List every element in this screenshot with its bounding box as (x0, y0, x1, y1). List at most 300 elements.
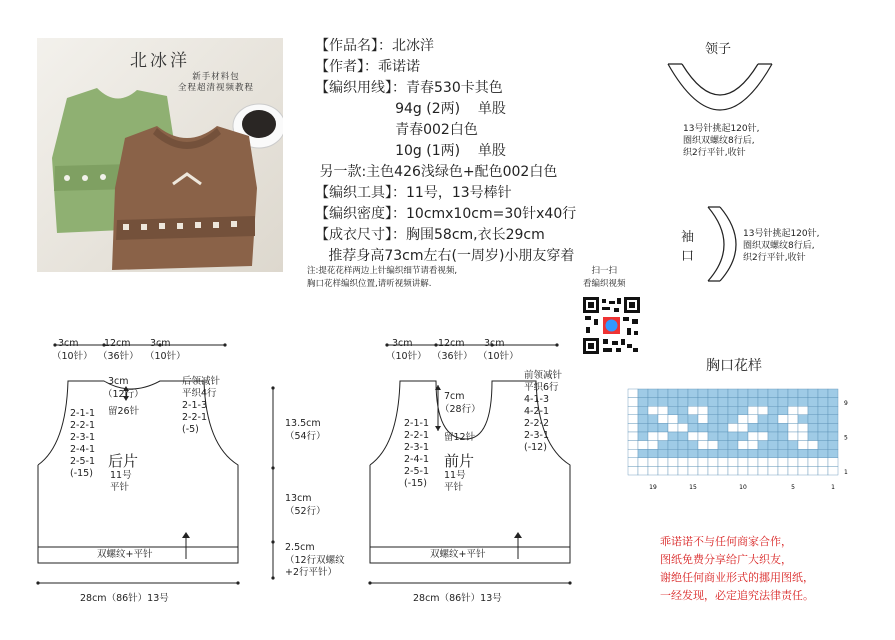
pattern-cell (728, 398, 738, 407)
photo-subtitle: 新手材料包 全程超清视频教程 (177, 72, 254, 93)
pattern-cell (768, 398, 778, 407)
pattern-cell (678, 398, 688, 407)
pattern-cell (688, 423, 698, 432)
sleeve-note-line: 织2行平针,收针 (743, 253, 806, 263)
pattern-cell (788, 466, 798, 475)
pattern-cell (768, 406, 778, 415)
pattern-cell (648, 458, 658, 467)
back-top-left-st: （10针） (52, 351, 93, 362)
back-arm-step: (-15) (70, 468, 93, 479)
back-piece-diagram (30, 335, 260, 610)
pattern-cell (718, 466, 728, 475)
back-dec-step: 2-2-1 (182, 412, 207, 423)
front-dec-step: (-12) (524, 442, 547, 453)
front-top-right: 3cm (484, 338, 505, 349)
collar-note-line: 织2行平针,收针 (683, 148, 746, 158)
pattern-cell (748, 449, 758, 458)
pattern-cell (658, 441, 668, 450)
pattern-cell (658, 423, 668, 432)
pattern-cell (648, 389, 658, 398)
pattern-cell (628, 449, 638, 458)
pattern-cell (748, 423, 758, 432)
pattern-cell (728, 389, 738, 398)
pattern-cell (758, 389, 768, 398)
pattern-cell (768, 423, 778, 432)
back-dec-title: 后领减针 (182, 376, 221, 387)
sleeve-notes (743, 228, 820, 264)
pattern-cell (658, 432, 668, 441)
pattern-cell (718, 449, 728, 458)
pattern-cell (708, 449, 718, 458)
pattern-cell (638, 466, 648, 475)
pattern-cell (698, 389, 708, 398)
pattern-x-tick: 19 (649, 484, 657, 491)
pattern-cell (708, 423, 718, 432)
pattern-cell (728, 441, 738, 450)
pattern-cell (718, 458, 728, 467)
pattern-cell (748, 458, 758, 467)
pattern-cell (708, 458, 718, 467)
info-line: 推荐身高73cm左右(一周岁)小朋友穿着 (315, 248, 575, 264)
pattern-cell (778, 432, 788, 441)
pattern-cell (798, 423, 808, 432)
pattern-cell (668, 466, 678, 475)
pattern-cell (628, 389, 638, 398)
pattern-cell (818, 466, 828, 475)
pattern-cell (788, 441, 798, 450)
pattern-cell (688, 441, 698, 450)
pattern-cell (688, 466, 698, 475)
pattern-title: 胸口花样 (706, 358, 762, 374)
height-3-rows2: +2行平针） (285, 567, 338, 578)
pattern-cell (788, 449, 798, 458)
pattern-cell (708, 389, 718, 398)
pattern-cell (678, 406, 688, 415)
pattern-cell (808, 406, 818, 415)
front-top-right-st: （10针） (478, 351, 519, 362)
pattern-cell (728, 415, 738, 424)
pattern-cell (698, 423, 708, 432)
pattern-cell (738, 423, 748, 432)
pattern-cell (828, 449, 838, 458)
pattern-cell (798, 432, 808, 441)
pattern-cell (778, 389, 788, 398)
back-arm-step: 2-5-1 (70, 456, 95, 467)
info-line: 【编织工具】：11号，13号棒针 (315, 185, 512, 201)
sleeve-title-char: 口 (681, 249, 695, 264)
pattern-cell (738, 441, 748, 450)
pattern-cell (828, 458, 838, 467)
sleeve-note-line: 圈织双螺纹8行后, (743, 241, 815, 251)
pattern-cell (778, 458, 788, 467)
pattern-cell (748, 466, 758, 475)
front-needle: 11号 (444, 470, 466, 481)
front-arm-step: (-15) (404, 478, 427, 489)
pattern-cell (778, 398, 788, 407)
back-arm-dec (70, 408, 95, 480)
pattern-cell (728, 466, 738, 475)
pattern-cell (648, 415, 658, 424)
front-arm-step: 2-3-1 (404, 442, 429, 453)
pattern-cell (728, 458, 738, 467)
pattern-info (315, 36, 576, 267)
pattern-cell (678, 423, 688, 432)
pattern-cell (738, 458, 748, 467)
info-line: 【作品名】：北冰洋 (315, 38, 434, 54)
pattern-cell (728, 406, 738, 415)
front-keep: 留12针 (444, 432, 476, 443)
back-arm-step: 2-4-1 (70, 444, 95, 455)
pattern-cell (798, 441, 808, 450)
pattern-cell (748, 441, 758, 450)
front-top-left: 3cm (392, 338, 413, 349)
front-bottom: 28cm（86针）13号 (413, 593, 502, 604)
pattern-cell (718, 441, 728, 450)
pattern-cell (728, 432, 738, 441)
pattern-cell (698, 415, 708, 424)
pattern-cell (778, 406, 788, 415)
front-arm-dec (404, 418, 429, 490)
disclaimer-line: 乖诺诺不与任何商家合作， (660, 535, 792, 548)
pattern-cell (658, 449, 668, 458)
pattern-cell (678, 432, 688, 441)
pattern-cell (708, 432, 718, 441)
back-arm-step: 2-2-1 (70, 420, 95, 431)
disclaimer-line: 图纸免费分享给广大织友， (660, 553, 792, 566)
collar-notes (683, 123, 760, 159)
front-name: 前片 (444, 452, 475, 470)
pattern-cell (678, 466, 688, 475)
back-dec-flat: 平织4行 (182, 388, 217, 399)
info-line: 青春002白色 (315, 122, 478, 138)
info-line: 【编织用线】：青春530卡其色 (315, 80, 503, 96)
disclaimer-line: 谢绝任何商业形式的挪用图纸， (660, 571, 814, 584)
back-bottom: 28cm（86针）13号 (80, 593, 169, 604)
pattern-cell (668, 398, 678, 407)
disclaimer-line: 一经发现，必定追究法律责任。 (660, 589, 814, 602)
pattern-cell (798, 458, 808, 467)
collar-title: 领子 (705, 42, 732, 57)
back-dec-step: 2-1-3 (182, 400, 207, 411)
pattern-cell (828, 406, 838, 415)
pattern-cell (638, 458, 648, 467)
pattern-cell (788, 415, 798, 424)
pattern-cell (758, 423, 768, 432)
pattern-cell (718, 406, 728, 415)
back-dec-block (182, 376, 220, 436)
back-top-left: 3cm (58, 338, 79, 349)
pattern-cell (788, 458, 798, 467)
sleeve-title (681, 228, 694, 266)
pattern-cell (738, 406, 748, 415)
pattern-cell (658, 389, 668, 398)
back-stitch: 平针 (110, 482, 130, 493)
pattern-cell (708, 398, 718, 407)
front-top-mid-st: （36针） (432, 351, 473, 362)
collar-note-line: 圈织双螺纹8行后, (683, 136, 755, 146)
pattern-cell (828, 415, 838, 424)
pattern-cell (688, 398, 698, 407)
sleeve-diagram (700, 205, 740, 285)
pattern-cell (808, 458, 818, 467)
pattern-cell (728, 423, 738, 432)
info-line: 【作者】：乖诺诺 (315, 59, 420, 75)
pattern-cell (638, 423, 648, 432)
pattern-cell (808, 415, 818, 424)
pattern-cell (668, 415, 678, 424)
pattern-cell (818, 406, 828, 415)
pattern-cell (698, 441, 708, 450)
pattern-cell (768, 389, 778, 398)
pattern-cell (778, 449, 788, 458)
back-needle: 11号 (110, 470, 132, 481)
pattern-cell (638, 398, 648, 407)
pattern-cell (758, 415, 768, 424)
pattern-cell (708, 415, 718, 424)
disclaimer (660, 533, 814, 605)
pattern-cell (718, 432, 728, 441)
pattern-cell (808, 398, 818, 407)
pattern-cell (738, 449, 748, 458)
info-line: 另一款:主色426浅绿色+配色002白色 (315, 164, 558, 180)
pattern-cell (718, 423, 728, 432)
pattern-cell (758, 449, 768, 458)
pattern-cell (768, 415, 778, 424)
pattern-cell (678, 458, 688, 467)
pattern-cell (738, 398, 748, 407)
pattern-cell (748, 415, 758, 424)
pattern-cell (818, 398, 828, 407)
pattern-cell (808, 449, 818, 458)
pattern-cell (818, 449, 828, 458)
sleeve-note-line: 13号针挑起120针, (743, 229, 820, 239)
back-top-mid-st: （36针） (98, 351, 139, 362)
pattern-cell (678, 449, 688, 458)
pattern-cell (818, 415, 828, 424)
pattern-cell (788, 389, 798, 398)
pattern-cell (648, 432, 658, 441)
back-neck-rows: （12行） (103, 389, 144, 400)
pattern-cell (678, 389, 688, 398)
pattern-cell (758, 398, 768, 407)
photo-brand-title: 北冰洋 (130, 51, 190, 71)
pattern-cell (718, 398, 728, 407)
front-arm-step: 2-1-1 (404, 418, 429, 429)
back-name: 后片 (108, 452, 139, 470)
pattern-cell (638, 406, 648, 415)
front-dec-block (524, 370, 562, 454)
pattern-cell (758, 458, 768, 467)
height-3-rows: （12行双螺纹 (285, 555, 345, 566)
back-top-right: 3cm (150, 338, 171, 349)
front-stitch: 平针 (444, 482, 464, 493)
pattern-cell (698, 449, 708, 458)
pattern-cell (708, 466, 718, 475)
chest-pattern-grid (618, 385, 858, 495)
pattern-cell (658, 406, 668, 415)
front-dec-step: 4-2-1 (524, 406, 549, 417)
collar-diagram (660, 56, 780, 118)
front-dec-title: 前领减针 (524, 370, 563, 381)
pattern-cell (628, 415, 638, 424)
pattern-cell (808, 466, 818, 475)
pattern-cell (648, 466, 658, 475)
pattern-cell (788, 406, 798, 415)
product-photo (37, 38, 283, 272)
pattern-cell (698, 466, 708, 475)
front-arm-step: 2-4-1 (404, 454, 429, 465)
front-dec-step: 2-3-1 (524, 430, 549, 441)
pattern-cell (778, 415, 788, 424)
pattern-cell (668, 458, 678, 467)
front-rib: 双螺纹+平针 (430, 549, 486, 560)
front-dec-step: 2-2-2 (524, 418, 549, 429)
pattern-cell (808, 441, 818, 450)
pattern-cell (748, 389, 758, 398)
front-neck-rows: （28行） (440, 404, 481, 415)
pattern-cell (708, 441, 718, 450)
front-dec-flat: 平织6行 (524, 382, 559, 393)
pattern-cell (628, 398, 638, 407)
collar-note-line: 13号针挑起120针, (683, 124, 760, 134)
pattern-cell (648, 406, 658, 415)
pattern-cell (638, 389, 648, 398)
pattern-cell (698, 432, 708, 441)
back-keep: 留26针 (108, 406, 140, 417)
info-line: 【编织密度】：10cmx10cm=30针x40行 (315, 206, 577, 222)
pattern-cell (678, 441, 688, 450)
pattern-cell (818, 432, 828, 441)
pattern-cell (788, 398, 798, 407)
pattern-x-tick: 10 (739, 484, 747, 491)
pattern-cell (818, 458, 828, 467)
pattern-cell (668, 423, 678, 432)
pattern-cell (668, 406, 678, 415)
pattern-x-tick: 1 (831, 484, 835, 491)
pattern-cell (638, 415, 648, 424)
front-top-left-st: （10针） (386, 351, 427, 362)
pattern-y-tick: 5 (844, 434, 848, 442)
pattern-cell (628, 432, 638, 441)
pattern-cell (648, 398, 658, 407)
front-neck-h: 7cm (444, 391, 465, 402)
pattern-cell (778, 466, 788, 475)
pattern-cell (828, 466, 838, 475)
pattern-cell (668, 449, 678, 458)
back-top-mid: 12cm (104, 338, 131, 349)
pattern-cell (758, 441, 768, 450)
pattern-cell (798, 466, 808, 475)
pattern-cell (818, 389, 828, 398)
pattern-cell (738, 389, 748, 398)
pattern-cell (718, 389, 728, 398)
pattern-cell (648, 423, 658, 432)
note-line: 注:提花花样两边上针编织细节请看视频, (307, 266, 458, 276)
pattern-cell (648, 449, 658, 458)
pattern-cell (688, 389, 698, 398)
pattern-cell (798, 406, 808, 415)
pattern-cell (658, 398, 668, 407)
pattern-cell (698, 406, 708, 415)
pattern-cell (678, 415, 688, 424)
pattern-cell (738, 466, 748, 475)
back-arm-step: 2-1-1 (70, 408, 95, 419)
pattern-x-tick: 5 (791, 484, 795, 491)
pattern-y-tick: 9 (844, 400, 848, 408)
scan-line: 扫一扫 (591, 266, 618, 276)
pattern-cell (728, 449, 738, 458)
pattern-cell (638, 441, 648, 450)
height-dimension (266, 382, 280, 582)
pattern-cell (698, 398, 708, 407)
pattern-cell (828, 389, 838, 398)
pattern-cell (768, 441, 778, 450)
pattern-cell (818, 423, 828, 432)
pattern-cell (738, 432, 748, 441)
sleeve-title-char: 袖 (681, 230, 695, 245)
back-neck-h: 3cm (108, 376, 129, 387)
pattern-cell (778, 441, 788, 450)
pattern-cell (638, 449, 648, 458)
height-1-rows: （54行） (285, 431, 326, 442)
back-rib: 双螺纹+平针 (97, 549, 153, 560)
note-line: 胸口花样编织位置,请听视频讲解. (307, 279, 432, 289)
pattern-cell (798, 449, 808, 458)
pattern-y-tick: 1 (844, 469, 848, 476)
pattern-cell (818, 441, 828, 450)
pattern-cell (628, 466, 638, 475)
pattern-cell (758, 466, 768, 475)
pattern-x-tick: 15 (689, 484, 697, 491)
info-line: 【成衣尺寸】：胸围58cm,衣长29cm (315, 227, 545, 243)
info-line: 10g (1两) 单股 (315, 143, 506, 159)
scan-line: 看编织视频 (583, 279, 626, 289)
pattern-cell (688, 449, 698, 458)
back-dec-step: (-5) (182, 424, 199, 435)
pattern-cell (738, 415, 748, 424)
info-line: 94g (2两) 单股 (315, 101, 506, 117)
pattern-cell (748, 432, 758, 441)
pattern-cell (808, 389, 818, 398)
height-1: 13.5cm (285, 418, 321, 429)
pattern-cell (668, 389, 678, 398)
height-3: 2.5cm (285, 542, 315, 553)
pattern-cell (758, 406, 768, 415)
pattern-cell (688, 415, 698, 424)
pattern-cell (798, 415, 808, 424)
pattern-cell (718, 415, 728, 424)
pattern-cell (628, 441, 638, 450)
pattern-cell (658, 466, 668, 475)
pattern-cell (748, 398, 758, 407)
pattern-cell (668, 441, 678, 450)
back-arm-step: 2-3-1 (70, 432, 95, 443)
pattern-cell (828, 398, 838, 407)
note (307, 265, 457, 291)
pattern-cell (778, 423, 788, 432)
pattern-cell (668, 432, 678, 441)
pattern-cell (768, 449, 778, 458)
back-top-right-st: （10针） (145, 351, 186, 362)
pattern-cell (708, 406, 718, 415)
pattern-cell (628, 458, 638, 467)
pattern-cell (788, 423, 798, 432)
pattern-cell (758, 432, 768, 441)
pattern-cell (698, 458, 708, 467)
pattern-cell (828, 441, 838, 450)
pattern-cell (688, 458, 698, 467)
pattern-cell (828, 432, 838, 441)
